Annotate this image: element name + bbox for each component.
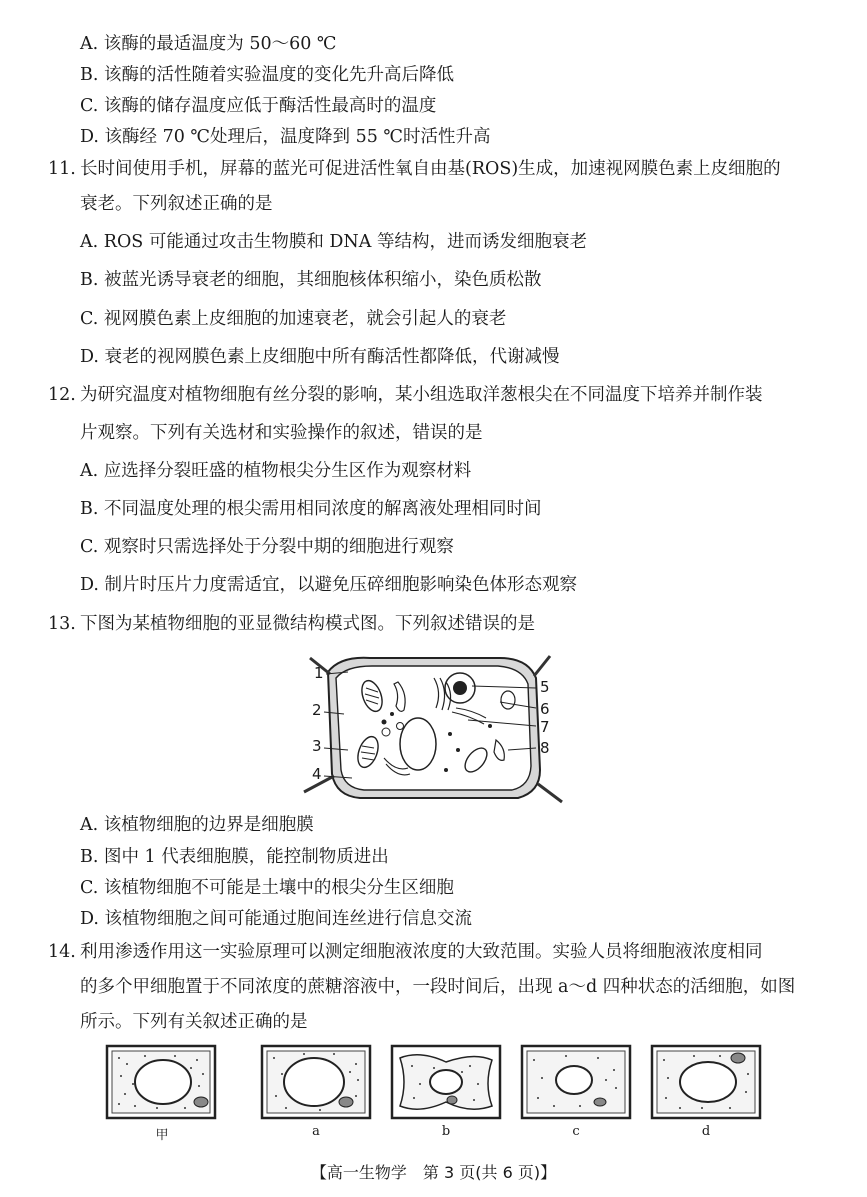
figure-label-1: 1 bbox=[314, 664, 324, 682]
plant-cell-diagram bbox=[300, 652, 570, 808]
q13-option-d: D. 该植物细胞之间可能通过胞间连丝进行信息交流 bbox=[80, 909, 473, 929]
q13-option-c: C. 该植物细胞不可能是土壤中的根尖分生区细胞 bbox=[80, 878, 454, 898]
q10-option-b: B. 该酶的活性随着实验温度的变化先升高后降低 bbox=[80, 65, 454, 85]
figure-label-6: 6 bbox=[540, 700, 550, 718]
q13-number: 13. bbox=[48, 614, 76, 634]
q12-option-b: B. 不同温度处理的根尖需用相同浓度的解离液处理相同时间 bbox=[80, 499, 542, 519]
figure-label-8: 8 bbox=[540, 739, 550, 757]
cell-figure-jia bbox=[105, 1044, 217, 1120]
cell-figure-a bbox=[260, 1044, 372, 1120]
q12-number: 12. bbox=[48, 385, 76, 405]
figure-caption-d: d bbox=[701, 1124, 711, 1139]
q14-stem-line3: 所示。下列有关叙述正确的是 bbox=[80, 1012, 308, 1032]
q10-option-a: A. 该酶的最适温度为 50～60 ℃ bbox=[80, 34, 337, 54]
q12-option-d: D. 制片时压片力度需适宜，以避免压碎细胞影响染色体形态观察 bbox=[80, 575, 578, 595]
figure-caption-c: c bbox=[572, 1124, 580, 1139]
q11-option-c: C. 视网膜色素上皮细胞的加速衰老，就会引起人的衰老 bbox=[80, 309, 507, 329]
figure-caption-b: b bbox=[441, 1124, 451, 1139]
q14-stem-line1: 利用渗透作用这一实验原理可以测定细胞液浓度的大致范围。实验人员将细胞液浓度相同 bbox=[80, 942, 763, 962]
q13-stem: 下图为某植物细胞的亚显微结构模式图。下列叙述错误的是 bbox=[80, 614, 535, 634]
q11-option-b: B. 被蓝光诱导衰老的细胞，其细胞核体积缩小，染色质松散 bbox=[80, 270, 542, 290]
figure-caption-jia: 甲 bbox=[155, 1128, 169, 1143]
figure-caption-a: a bbox=[312, 1124, 320, 1139]
q10-option-c: C. 该酶的储存温度应低于酶活性最高时的温度 bbox=[80, 96, 437, 116]
q11-option-a: A. ROS 可能通过攻击生物膜和 DNA 等结构，进而诱发细胞衰老 bbox=[80, 232, 587, 252]
q12-option-c: C. 观察时只需选择处于分裂中期的细胞进行观察 bbox=[80, 537, 454, 557]
page-footer: 【高一生物学 第 3 页(共 6 页)】 bbox=[310, 1163, 557, 1182]
figure-label-3: 3 bbox=[312, 737, 322, 755]
q12-option-a: A. 应选择分裂旺盛的植物根尖分生区作为观察材料 bbox=[80, 461, 472, 481]
q10-option-d: D. 该酶经 70 ℃处理后，温度降到 55 ℃时活性升高 bbox=[80, 127, 491, 147]
figure-label-7: 7 bbox=[540, 718, 550, 736]
q12-stem-line2: 片观察。下列有关选材和实验操作的叙述，错误的是 bbox=[80, 423, 483, 443]
cell-figure-c bbox=[520, 1044, 632, 1120]
q13-option-a: A. 该植物细胞的边界是细胞膜 bbox=[80, 815, 314, 835]
q11-option-d: D. 衰老的视网膜色素上皮细胞中所有酶活性都降低，代谢减慢 bbox=[80, 347, 560, 367]
q13-option-b: B. 图中 1 代表细胞膜，能控制物质进出 bbox=[80, 847, 389, 867]
figure-label-5: 5 bbox=[540, 678, 550, 696]
q12-stem-line1: 为研究温度对植物细胞有丝分裂的影响，某小组选取洋葱根尖在不同温度下培养并制作装 bbox=[80, 385, 763, 405]
q14-number: 14. bbox=[48, 942, 76, 962]
figure-label-4: 4 bbox=[312, 765, 322, 783]
q11-stem-line1: 长时间使用手机，屏幕的蓝光可促进活性氧自由基(ROS)生成，加速视网膜色素上皮细胞的 bbox=[80, 159, 781, 179]
q11-stem-line2: 衰老。下列叙述正确的是 bbox=[80, 194, 273, 214]
cell-figure-d bbox=[650, 1044, 762, 1120]
q14-stem-line2: 的多个甲细胞置于不同浓度的蔗糖溶液中，一段时间后，出现 a～d 四种状态的活细胞，如图 bbox=[80, 977, 796, 997]
q11-number: 11. bbox=[48, 159, 76, 179]
cell-figure-b bbox=[390, 1044, 502, 1120]
figure-label-2: 2 bbox=[312, 701, 322, 719]
